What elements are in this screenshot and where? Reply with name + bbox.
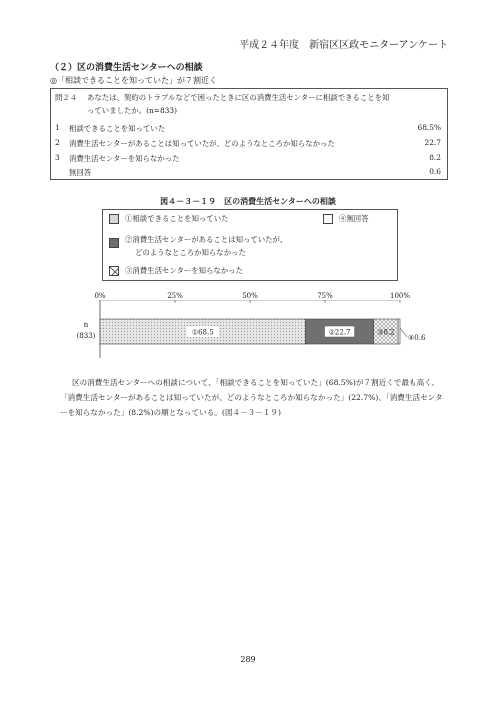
x-tick-label: 25% <box>167 292 183 300</box>
option-value: 22.7 <box>424 138 441 147</box>
data-label: ④0.6 <box>408 334 426 342</box>
legend-label-3: ③消費生活センターを知らなかった <box>125 266 243 275</box>
option-label: 無回答 <box>69 168 92 177</box>
legend-swatch-2 <box>109 238 119 248</box>
data-label: ②22.7 <box>328 328 351 337</box>
x-tick-label: 75% <box>317 292 333 300</box>
page-number: 289 <box>240 655 256 664</box>
question-number: 問２４ <box>55 93 78 102</box>
option-number: 1 <box>55 123 60 132</box>
option-number: 2 <box>55 138 60 147</box>
section-title: （２）区の消費生活センターへの相談 <box>50 63 203 73</box>
option-value: 8.2 <box>429 153 441 162</box>
legend-label-1: ①相談できることを知っていた <box>125 214 229 223</box>
question-text-line1: あなたは、契約のトラブルなどで困ったときに区の消費生活センターに相談できることを知 <box>87 93 390 102</box>
option-value: 68.5% <box>417 123 441 132</box>
option-label: 消費生活センターがあることは知っていたが、どのようなところか知らなかった <box>69 139 335 148</box>
option-label: 消費生活センターを知らなかった <box>69 154 180 163</box>
summary-text: 区の消費生活センターへの相談について、「相談できることを知っていた」(68.5%)が７割近くで最も高く、「消費生活センターがあることは知っていたが、どのようなところか知らなかった」(22.7%)、「消費生活センターを知らなかった」(8.2%)の順となっている。(図４－３－１９) <box>60 378 443 417</box>
lead-summary: ◎「相談できることを知っていた」が７割近く <box>50 76 217 85</box>
x-tick-label: 50% <box>242 292 258 300</box>
x-tick-label: 100% <box>389 292 411 300</box>
x-tick-label: 0% <box>94 292 106 300</box>
page-header: 平成２４年度 新宿区区政モニターアンケート <box>239 40 448 51</box>
legend-label-2a: ②消費生活センターがあることは知っていたが、 <box>125 235 288 244</box>
category-n-label: (833) <box>76 332 96 340</box>
figure-title: 図４－３－１９ 区の消費生活センターへの相談 <box>160 197 336 206</box>
summary-paragraph <box>60 375 450 420</box>
question-box <box>50 88 448 180</box>
chart-legend <box>102 209 398 281</box>
option-label: 相談できることを知っていた <box>69 124 166 133</box>
question-text-line2: っていましたか。(n=833) <box>87 106 177 115</box>
legend-label-2b: どのようなところか知らなかった <box>135 248 246 257</box>
option-number: 3 <box>55 153 60 162</box>
data-label: ③8.2 <box>377 328 395 337</box>
stacked-bar-chart <box>0 300 496 360</box>
data-label: ①68.5 <box>191 328 214 337</box>
data-label-leader <box>400 328 407 337</box>
category-label: n <box>83 321 89 329</box>
legend-swatch-3 <box>109 266 119 276</box>
legend-swatch-1 <box>109 214 119 224</box>
legend-label-4: ④無回答 <box>339 214 369 223</box>
option-value: 0.6 <box>429 167 441 176</box>
bar-segment-4 <box>398 319 400 344</box>
legend-swatch-4 <box>323 214 333 224</box>
